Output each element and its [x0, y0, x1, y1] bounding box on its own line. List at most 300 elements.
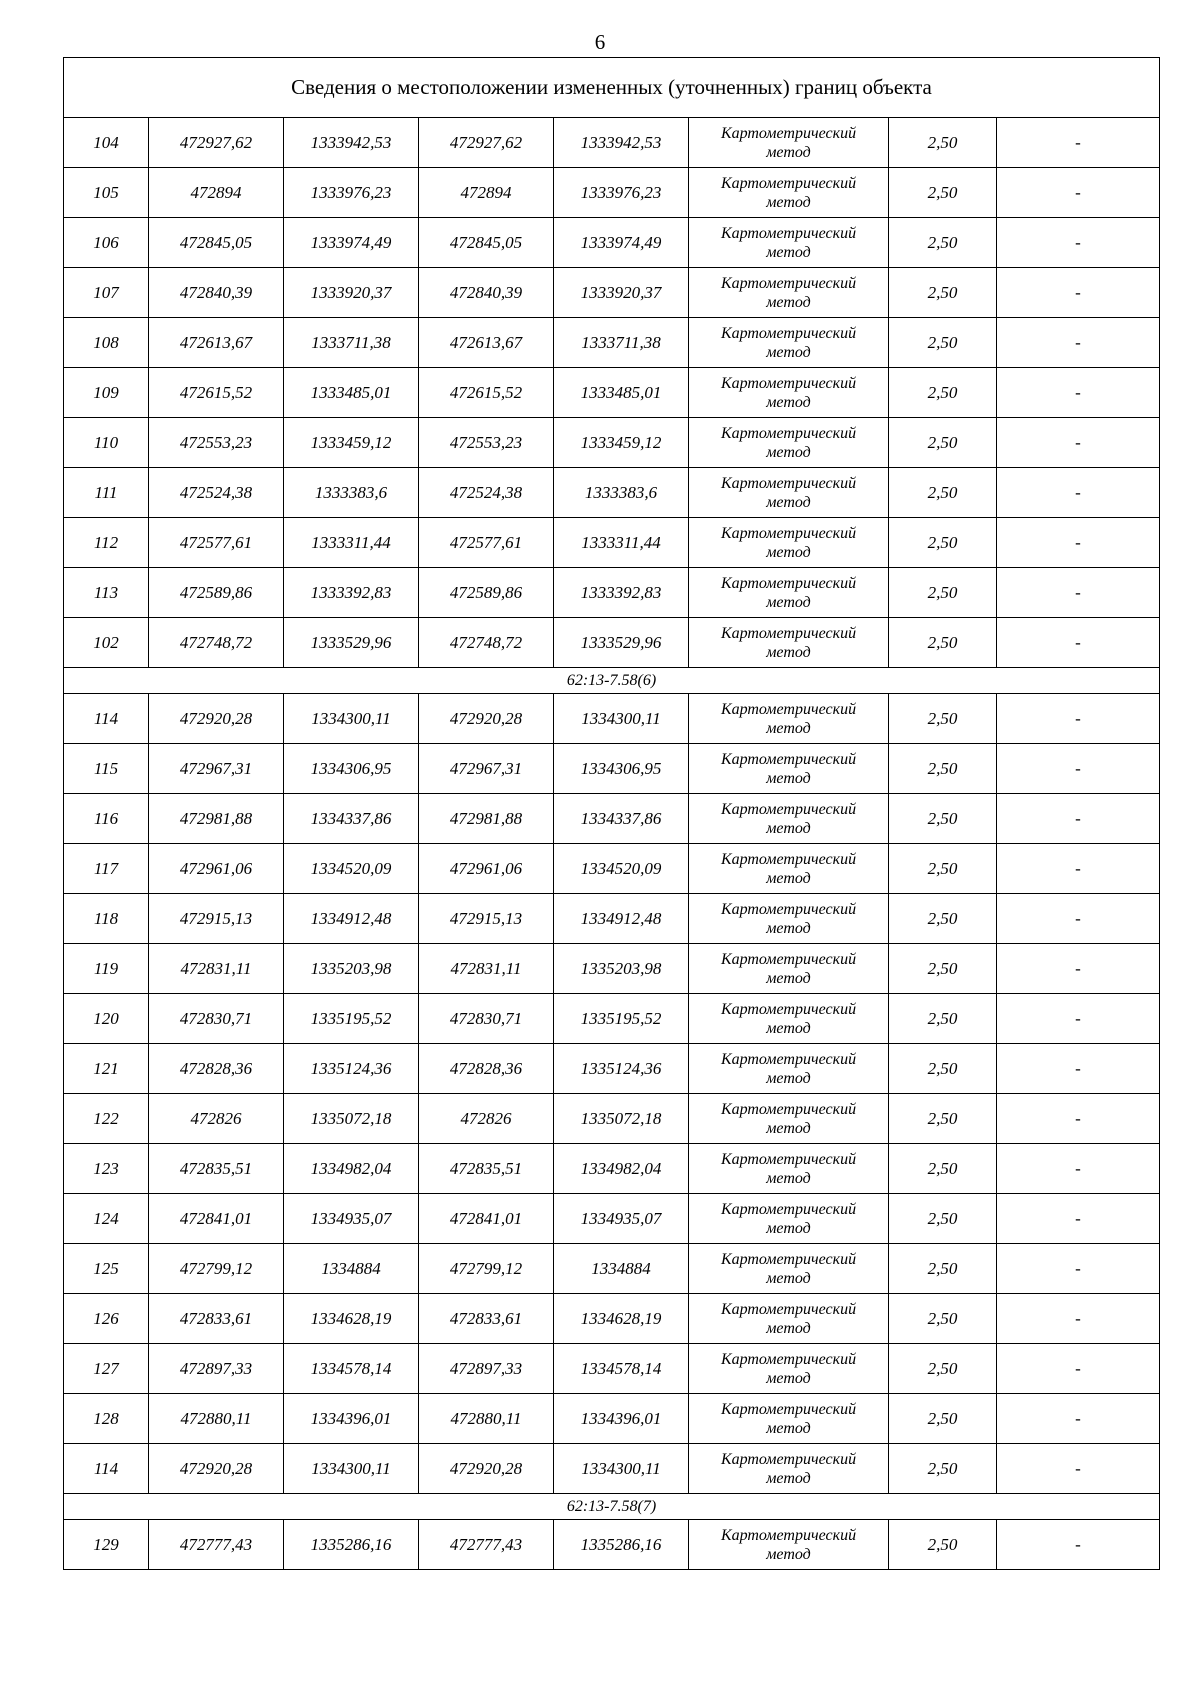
accuracy-cell: 2,50: [889, 1244, 997, 1294]
point-number-cell: 123: [64, 1144, 149, 1194]
accuracy-cell: 2,50: [889, 268, 997, 318]
existing-y-cell: 1333942,53: [284, 118, 419, 168]
table-row: [64, 1394, 1160, 1444]
existing-x-cell: 472799,12: [149, 1244, 284, 1294]
table-row: [64, 568, 1160, 618]
accuracy-cell: 2,50: [889, 694, 997, 744]
table-row: [64, 318, 1160, 368]
existing-y-cell: 1335124,36: [284, 1044, 419, 1094]
refined-y-cell: 1333974,49: [554, 218, 689, 268]
method-line-2: метод: [766, 193, 811, 211]
method-line-2: метод: [766, 543, 811, 561]
table-row: [64, 1044, 1160, 1094]
table-row: [64, 844, 1160, 894]
refined-x-cell: 472967,31: [419, 744, 554, 794]
existing-y-cell: 1334578,14: [284, 1344, 419, 1394]
point-number-cell: 127: [64, 1344, 149, 1394]
accuracy-cell: 2,50: [889, 744, 997, 794]
existing-y-cell: 1334306,95: [284, 744, 419, 794]
existing-y-cell: 1333974,49: [284, 218, 419, 268]
table-row: [64, 744, 1160, 794]
point-number-cell: 120: [64, 994, 149, 1044]
existing-y-cell: 1333311,44: [284, 518, 419, 568]
description-cell: -: [997, 418, 1160, 468]
refined-x-cell: 472615,52: [419, 368, 554, 418]
refined-y-cell: 1334935,07: [554, 1194, 689, 1244]
method-line-1: Картометрический: [720, 850, 857, 868]
table-row: [64, 618, 1160, 668]
existing-y-cell: 1334912,48: [284, 894, 419, 944]
description-cell: -: [997, 944, 1160, 994]
method-line-2: метод: [766, 1269, 811, 1287]
existing-y-cell: 1334935,07: [284, 1194, 419, 1244]
description-cell: -: [997, 694, 1160, 744]
method-line-2: метод: [766, 593, 811, 611]
description-cell: -: [997, 1194, 1160, 1244]
table-row: [64, 268, 1160, 318]
table-row: [64, 1094, 1160, 1144]
existing-x-cell: 472841,01: [149, 1194, 284, 1244]
table-row: [64, 944, 1160, 994]
method-line-2: метод: [766, 1469, 811, 1487]
refined-y-cell: 1334884: [554, 1244, 689, 1294]
refined-x-cell: 472577,61: [419, 518, 554, 568]
method-line-2: метод: [766, 769, 811, 787]
section-row: [64, 668, 1160, 694]
table-row: [64, 168, 1160, 218]
refined-x-cell: 472553,23: [419, 418, 554, 468]
refined-y-cell: 1333485,01: [554, 368, 689, 418]
existing-y-cell: 1333976,23: [284, 168, 419, 218]
refined-y-cell: 1334982,04: [554, 1144, 689, 1194]
method-line-2: метод: [766, 1019, 811, 1037]
method-cell: [689, 168, 889, 218]
refined-x-cell: 472981,88: [419, 794, 554, 844]
method-line-2: метод: [766, 1169, 811, 1187]
accuracy-cell: 2,50: [889, 1520, 997, 1570]
existing-y-cell: 1334337,86: [284, 794, 419, 844]
existing-y-cell: 1334300,11: [284, 1444, 419, 1494]
method-line-2: метод: [766, 293, 811, 311]
refined-y-cell: 1333920,37: [554, 268, 689, 318]
point-number-cell: 104: [64, 118, 149, 168]
accuracy-cell: 2,50: [889, 468, 997, 518]
method-cell: [689, 1294, 889, 1344]
accuracy-cell: 2,50: [889, 944, 997, 994]
description-cell: -: [997, 168, 1160, 218]
method-line-1: Картометрический: [720, 1526, 857, 1544]
description-cell: -: [997, 618, 1160, 668]
method-line-2: метод: [766, 1369, 811, 1387]
description-cell: -: [997, 468, 1160, 518]
refined-x-cell: 472894: [419, 168, 554, 218]
existing-y-cell: 1334396,01: [284, 1394, 419, 1444]
method-line-1: Картометрический: [720, 174, 857, 192]
refined-x-cell: 472799,12: [419, 1244, 554, 1294]
method-line-1: Картометрический: [720, 700, 857, 718]
refined-y-cell: 1333942,53: [554, 118, 689, 168]
method-cell: [689, 1194, 889, 1244]
method-line-1: Картометрический: [720, 374, 857, 392]
refined-x-cell: 472748,72: [419, 618, 554, 668]
refined-x-cell: 472845,05: [419, 218, 554, 268]
point-number-cell: 114: [64, 694, 149, 744]
method-line-2: метод: [766, 1119, 811, 1137]
refined-x-cell: 472880,11: [419, 1394, 554, 1444]
refined-x-cell: 472841,01: [419, 1194, 554, 1244]
method-cell: [689, 994, 889, 1044]
refined-x-cell: 472897,33: [419, 1344, 554, 1394]
description-cell: -: [997, 318, 1160, 368]
existing-x-cell: 472613,67: [149, 318, 284, 368]
refined-y-cell: 1333383,6: [554, 468, 689, 518]
table-row: [64, 1144, 1160, 1194]
method-line-1: Картометрический: [720, 574, 857, 592]
method-line-1: Картометрический: [720, 1350, 857, 1368]
method-line-1: Картометрический: [720, 950, 857, 968]
accuracy-cell: 2,50: [889, 618, 997, 668]
refined-x-cell: 472927,62: [419, 118, 554, 168]
refined-y-cell: 1334300,11: [554, 1444, 689, 1494]
existing-x-cell: 472748,72: [149, 618, 284, 668]
accuracy-cell: 2,50: [889, 1444, 997, 1494]
method-cell: [689, 1144, 889, 1194]
method-line-2: метод: [766, 819, 811, 837]
method-line-1: Картометрический: [720, 624, 857, 642]
refined-y-cell: 1334396,01: [554, 1394, 689, 1444]
method-line-2: метод: [766, 969, 811, 987]
refined-y-cell: 1333311,44: [554, 518, 689, 568]
method-line-1: Картометрический: [720, 274, 857, 292]
method-cell: [689, 418, 889, 468]
method-cell: [689, 468, 889, 518]
refined-x-cell: 472589,86: [419, 568, 554, 618]
existing-y-cell: 1333529,96: [284, 618, 419, 668]
refined-x-cell: 472915,13: [419, 894, 554, 944]
refined-x-cell: 472831,11: [419, 944, 554, 994]
method-cell: [689, 518, 889, 568]
method-cell: [689, 1044, 889, 1094]
accuracy-cell: 2,50: [889, 118, 997, 168]
method-line-1: Картометрический: [720, 800, 857, 818]
description-cell: -: [997, 368, 1160, 418]
table-row: [64, 418, 1160, 468]
method-line-2: метод: [766, 343, 811, 361]
method-cell: [689, 268, 889, 318]
point-number-cell: 106: [64, 218, 149, 268]
description-cell: -: [997, 1094, 1160, 1144]
point-number-cell: 124: [64, 1194, 149, 1244]
existing-x-cell: 472981,88: [149, 794, 284, 844]
accuracy-cell: 2,50: [889, 418, 997, 468]
method-cell: [689, 1444, 889, 1494]
table-row: [64, 694, 1160, 744]
method-line-2: метод: [766, 1069, 811, 1087]
method-line-2: метод: [766, 719, 811, 737]
refined-y-cell: 1333392,83: [554, 568, 689, 618]
description-cell: -: [997, 218, 1160, 268]
method-line-1: Картометрический: [720, 1100, 857, 1118]
existing-y-cell: 1334520,09: [284, 844, 419, 894]
description-cell: -: [997, 744, 1160, 794]
refined-x-cell: 472840,39: [419, 268, 554, 318]
method-cell: [689, 894, 889, 944]
refined-y-cell: 1333459,12: [554, 418, 689, 468]
method-line-1: Картометрический: [720, 750, 857, 768]
method-line-1: Картометрический: [720, 900, 857, 918]
description-cell: -: [997, 1044, 1160, 1094]
existing-y-cell: 1335072,18: [284, 1094, 419, 1144]
accuracy-cell: 2,50: [889, 568, 997, 618]
refined-y-cell: 1334912,48: [554, 894, 689, 944]
existing-x-cell: 472833,61: [149, 1294, 284, 1344]
refined-y-cell: 1334300,11: [554, 694, 689, 744]
existing-x-cell: 472577,61: [149, 518, 284, 568]
table-row: [64, 1244, 1160, 1294]
method-line-2: метод: [766, 1219, 811, 1237]
method-line-1: Картометрический: [720, 1050, 857, 1068]
description-cell: -: [997, 568, 1160, 618]
existing-x-cell: 472589,86: [149, 568, 284, 618]
accuracy-cell: 2,50: [889, 1394, 997, 1444]
existing-x-cell: 472915,13: [149, 894, 284, 944]
point-number-cell: 105: [64, 168, 149, 218]
refined-x-cell: 472613,67: [419, 318, 554, 368]
refined-y-cell: 1334520,09: [554, 844, 689, 894]
method-line-1: Картометрический: [720, 1200, 857, 1218]
existing-y-cell: 1335286,16: [284, 1520, 419, 1570]
existing-x-cell: 472967,31: [149, 744, 284, 794]
refined-y-cell: 1334306,95: [554, 744, 689, 794]
existing-y-cell: 1335203,98: [284, 944, 419, 994]
method-line-1: Картометрический: [720, 224, 857, 242]
refined-x-cell: 472524,38: [419, 468, 554, 518]
method-line-2: метод: [766, 919, 811, 937]
accuracy-cell: 2,50: [889, 518, 997, 568]
method-cell: [689, 794, 889, 844]
accuracy-cell: 2,50: [889, 1194, 997, 1244]
method-cell: [689, 944, 889, 994]
method-cell: [689, 318, 889, 368]
method-line-2: метод: [766, 143, 811, 161]
existing-y-cell: 1334628,19: [284, 1294, 419, 1344]
method-line-2: метод: [766, 393, 811, 411]
method-line-2: метод: [766, 1319, 811, 1337]
description-cell: -: [997, 1520, 1160, 1570]
existing-x-cell: 472897,33: [149, 1344, 284, 1394]
existing-x-cell: 472920,28: [149, 1444, 284, 1494]
accuracy-cell: 2,50: [889, 1144, 997, 1194]
description-cell: -: [997, 1444, 1160, 1494]
accuracy-cell: 2,50: [889, 994, 997, 1044]
point-number-cell: 109: [64, 368, 149, 418]
existing-x-cell: 472840,39: [149, 268, 284, 318]
existing-y-cell: 1335195,52: [284, 994, 419, 1044]
point-number-cell: 116: [64, 794, 149, 844]
refined-y-cell: 1335124,36: [554, 1044, 689, 1094]
existing-y-cell: 1334884: [284, 1244, 419, 1294]
table-row: [64, 118, 1160, 168]
method-cell: [689, 118, 889, 168]
existing-x-cell: 472961,06: [149, 844, 284, 894]
existing-x-cell: 472615,52: [149, 368, 284, 418]
method-cell: [689, 368, 889, 418]
table-row: [64, 1294, 1160, 1344]
description-cell: -: [997, 994, 1160, 1044]
method-cell: [689, 1394, 889, 1444]
existing-x-cell: 472826: [149, 1094, 284, 1144]
refined-x-cell: 472833,61: [419, 1294, 554, 1344]
refined-y-cell: 1334578,14: [554, 1344, 689, 1394]
accuracy-cell: 2,50: [889, 1344, 997, 1394]
existing-x-cell: 472553,23: [149, 418, 284, 468]
method-cell: [689, 1244, 889, 1294]
method-cell: [689, 218, 889, 268]
method-cell: [689, 1520, 889, 1570]
accuracy-cell: 2,50: [889, 794, 997, 844]
existing-y-cell: 1334982,04: [284, 1144, 419, 1194]
method-line-2: метод: [766, 1545, 811, 1563]
method-line-2: метод: [766, 869, 811, 887]
existing-y-cell: 1333485,01: [284, 368, 419, 418]
existing-y-cell: 1333383,6: [284, 468, 419, 518]
section-label: 62:13-7.58(6): [64, 668, 1160, 694]
method-line-1: Картометрический: [720, 124, 857, 142]
description-cell: -: [997, 1144, 1160, 1194]
refined-x-cell: 472830,71: [419, 994, 554, 1044]
point-number-cell: 119: [64, 944, 149, 994]
refined-x-cell: 472920,28: [419, 1444, 554, 1494]
existing-y-cell: 1333392,83: [284, 568, 419, 618]
existing-x-cell: 472828,36: [149, 1044, 284, 1094]
method-line-2: метод: [766, 643, 811, 661]
description-cell: -: [997, 1344, 1160, 1394]
accuracy-cell: 2,50: [889, 894, 997, 944]
point-number-cell: 122: [64, 1094, 149, 1144]
point-number-cell: 112: [64, 518, 149, 568]
method-cell: [689, 1344, 889, 1394]
refined-y-cell: 1333976,23: [554, 168, 689, 218]
point-number-cell: 102: [64, 618, 149, 668]
refined-y-cell: 1335286,16: [554, 1520, 689, 1570]
page-number: 6: [594, 30, 606, 54]
table-row: [64, 368, 1160, 418]
table-row: [64, 468, 1160, 518]
description-cell: -: [997, 268, 1160, 318]
boundary-coordinates-table: [63, 57, 1160, 1570]
description-cell: -: [997, 844, 1160, 894]
accuracy-cell: 2,50: [889, 1294, 997, 1344]
method-line-2: метод: [766, 443, 811, 461]
point-number-cell: 108: [64, 318, 149, 368]
point-number-cell: 115: [64, 744, 149, 794]
description-cell: -: [997, 518, 1160, 568]
description-cell: -: [997, 1394, 1160, 1444]
method-line-1: Картометрический: [720, 1000, 857, 1018]
existing-x-cell: 472927,62: [149, 118, 284, 168]
table-row: [64, 218, 1160, 268]
method-line-1: Картометрический: [720, 324, 857, 342]
description-cell: -: [997, 1294, 1160, 1344]
method-cell: [689, 568, 889, 618]
method-line-1: Картометрический: [720, 424, 857, 442]
point-number-cell: 113: [64, 568, 149, 618]
section-label: 62:13-7.58(7): [64, 1494, 1160, 1520]
accuracy-cell: 2,50: [889, 318, 997, 368]
method-line-2: метод: [766, 243, 811, 261]
method-cell: [689, 744, 889, 794]
refined-x-cell: 472920,28: [419, 694, 554, 744]
refined-y-cell: 1333711,38: [554, 318, 689, 368]
refined-y-cell: 1333529,96: [554, 618, 689, 668]
table-row: [64, 894, 1160, 944]
table-row: [64, 1520, 1160, 1570]
existing-x-cell: 472845,05: [149, 218, 284, 268]
method-line-1: Картометрический: [720, 1400, 857, 1418]
description-cell: -: [997, 118, 1160, 168]
accuracy-cell: 2,50: [889, 218, 997, 268]
accuracy-cell: 2,50: [889, 1094, 997, 1144]
method-cell: [689, 1094, 889, 1144]
table-title-row: [64, 58, 1160, 118]
existing-x-cell: 472777,43: [149, 1520, 284, 1570]
refined-y-cell: 1335072,18: [554, 1094, 689, 1144]
existing-y-cell: 1334300,11: [284, 694, 419, 744]
refined-y-cell: 1335195,52: [554, 994, 689, 1044]
point-number-cell: 126: [64, 1294, 149, 1344]
method-cell: [689, 694, 889, 744]
point-number-cell: 111: [64, 468, 149, 518]
refined-x-cell: 472828,36: [419, 1044, 554, 1094]
accuracy-cell: 2,50: [889, 844, 997, 894]
point-number-cell: 114: [64, 1444, 149, 1494]
existing-x-cell: 472524,38: [149, 468, 284, 518]
point-number-cell: 121: [64, 1044, 149, 1094]
refined-y-cell: 1334628,19: [554, 1294, 689, 1344]
method-line-2: метод: [766, 493, 811, 511]
refined-x-cell: 472961,06: [419, 844, 554, 894]
table-row: [64, 518, 1160, 568]
accuracy-cell: 2,50: [889, 168, 997, 218]
refined-y-cell: 1335203,98: [554, 944, 689, 994]
method-line-2: метод: [766, 1419, 811, 1437]
refined-x-cell: 472777,43: [419, 1520, 554, 1570]
accuracy-cell: 2,50: [889, 368, 997, 418]
table-row: [64, 994, 1160, 1044]
method-line-1: Картометрический: [720, 1450, 857, 1468]
method-cell: [689, 844, 889, 894]
table-row: [64, 794, 1160, 844]
existing-y-cell: 1333459,12: [284, 418, 419, 468]
description-cell: -: [997, 1244, 1160, 1294]
point-number-cell: 110: [64, 418, 149, 468]
table-row: [64, 1344, 1160, 1394]
existing-x-cell: 472920,28: [149, 694, 284, 744]
existing-x-cell: 472831,11: [149, 944, 284, 994]
existing-x-cell: 472894: [149, 168, 284, 218]
table-row: [64, 1194, 1160, 1244]
point-number-cell: 128: [64, 1394, 149, 1444]
description-cell: -: [997, 894, 1160, 944]
section-row: [64, 1494, 1160, 1520]
accuracy-cell: 2,50: [889, 1044, 997, 1094]
point-number-cell: 107: [64, 268, 149, 318]
refined-x-cell: 472835,51: [419, 1144, 554, 1194]
existing-y-cell: 1333920,37: [284, 268, 419, 318]
refined-y-cell: 1334337,86: [554, 794, 689, 844]
description-cell: -: [997, 794, 1160, 844]
point-number-cell: 129: [64, 1520, 149, 1570]
